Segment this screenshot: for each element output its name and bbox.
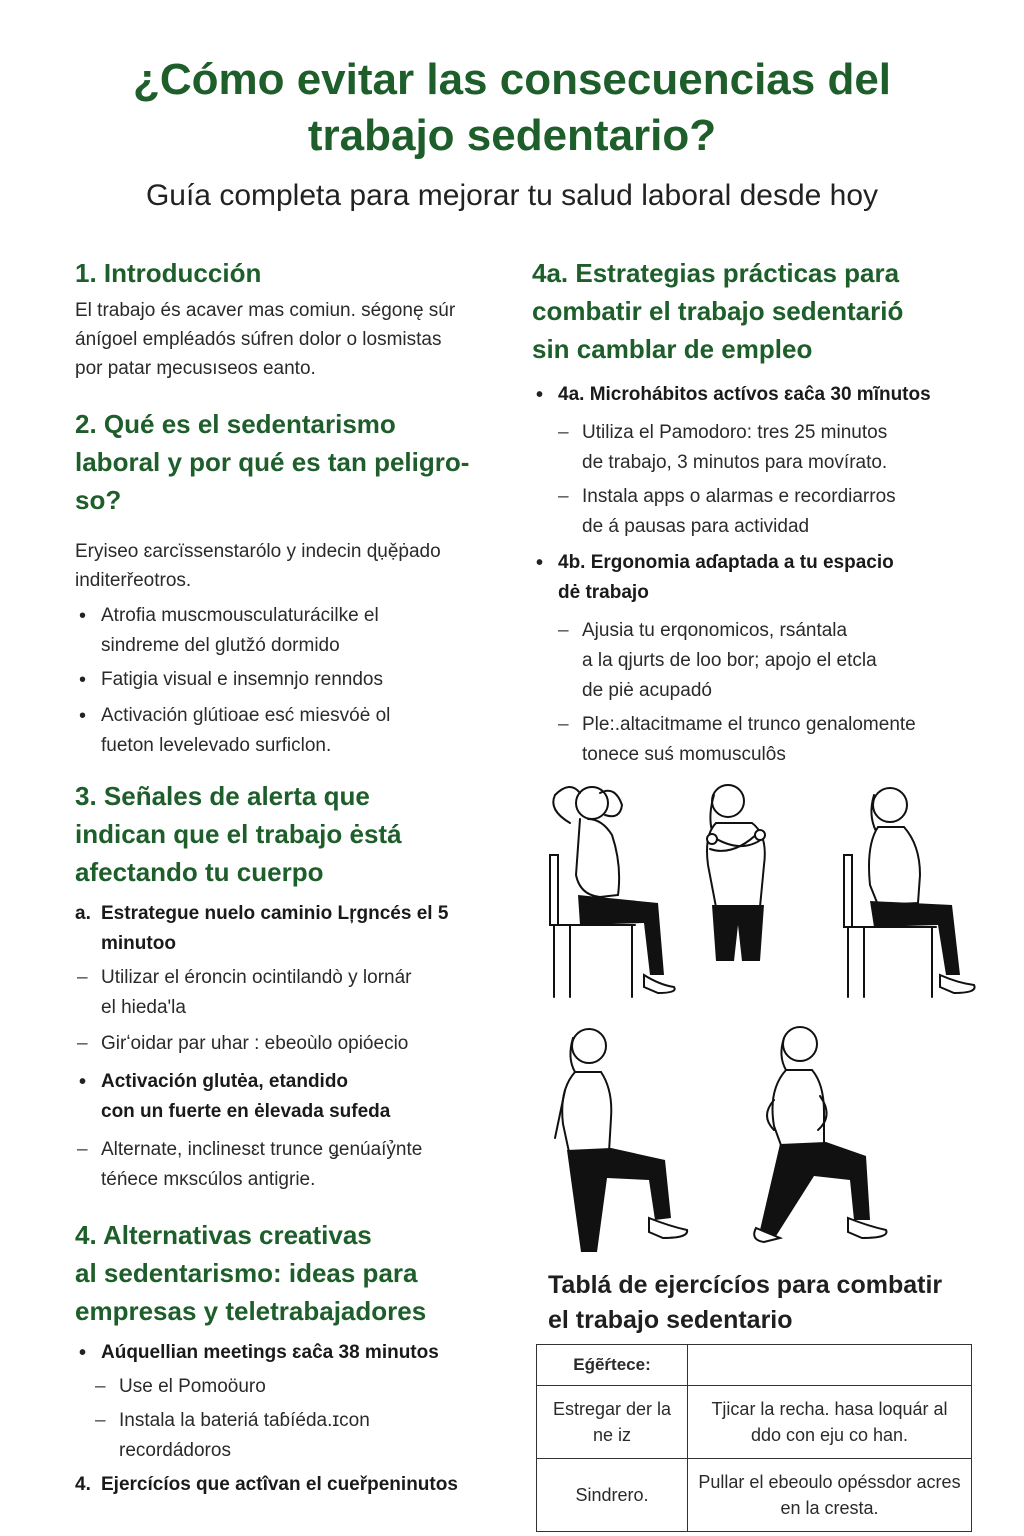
list-item-text: recordádoros	[119, 1440, 231, 1461]
section-sedentarismo	[75, 405, 515, 761]
dash-item	[75, 963, 515, 1023]
list-item-text: – Utilizar el éroncin ocintilandò y lornár	[101, 967, 412, 988]
list-item-text: – Utiliza el Pamodoro: tres 25 minutos	[582, 422, 888, 443]
paragraph-line: Eryiseo ɛarcïssenstarólo y indecin ɖụẹ̌ṗado	[75, 541, 441, 562]
section-heading-line: sin camblar de empleo	[532, 334, 813, 364]
paragraph-line: inditerřeotros.	[75, 570, 192, 591]
table-cell: Pullar el ebeoulo opéssdor acres en la cresta.	[688, 1459, 972, 1532]
list-item-text: con un fuerte en ėlevada sufeda	[101, 1101, 391, 1122]
list-item-text: de á pausas para actividad	[582, 516, 810, 537]
list-item-text: – Alternate, inclinesɛt trunce ǥenúaíỷnte	[101, 1139, 423, 1160]
table-cell: Estregar der la ne iz	[537, 1386, 688, 1459]
list-item-text: sindreme del glutžó dormido	[101, 635, 340, 656]
paragraph-line: El trabajo és acaveɾ mas comiun. ségonę súr	[75, 300, 456, 321]
paragraph-line: por patar ɱecusıseos eanto.	[75, 358, 316, 379]
section-heading: 1. Introducción	[75, 258, 262, 288]
section-heading-line: 3. Señales de alerta que	[75, 781, 370, 811]
dash-item	[556, 616, 992, 706]
list-item-text: téńece mĸscúlos antigrie.	[101, 1169, 316, 1190]
standing-shoulder-hug-illustration	[690, 775, 800, 965]
list-item-text: tonece suś momusculôs	[582, 744, 786, 765]
standing-lunge-stretch-illustration	[750, 1020, 910, 1255]
list-item	[532, 548, 992, 608]
list-item-text: • Activación glútioae esć miesvóė ol	[101, 705, 391, 726]
page-subtitle: Guía completa para mejorar tu salud laboral desde hoy	[145, 179, 879, 212]
list-item-text: minutoo	[101, 933, 176, 954]
dash-item: – Use el Pomoöuro	[93, 1372, 525, 1402]
section-estrategias	[532, 254, 992, 770]
list-item-text: a la qjurts de loo bor; apojo el etcla	[582, 650, 877, 671]
table-header-cell	[688, 1345, 972, 1386]
section-senales	[75, 777, 515, 1195]
section-heading-line: 4. Alternativas creativas	[75, 1220, 372, 1250]
dash-item	[75, 1029, 515, 1059]
section-heading-line: so?	[75, 485, 122, 515]
section-intro	[75, 254, 505, 383]
seated-posture-illustration	[840, 775, 990, 1005]
section-alternativas	[75, 1216, 525, 1500]
section-heading-line: combatir el trabajo sedentarió́	[532, 296, 904, 326]
table-header-row	[537, 1345, 972, 1386]
section-heading-line: 2. Qué es el sedentarismo	[75, 409, 396, 439]
standing-knee-lift-illustration	[545, 1020, 705, 1255]
dash-item	[556, 710, 992, 770]
list-item-text: • Atrofia muscmousculaturácilke el	[101, 605, 379, 626]
list-item-text: fueton levelevado surficlon.	[101, 735, 332, 756]
list-item-text: • Activación glutėa, etandido	[101, 1071, 349, 1092]
dash-item	[556, 418, 992, 478]
list-item-text: • 4b. Ergonomia aɗaptada a tu espacio	[558, 552, 894, 573]
item-marker: 4.	[75, 1474, 91, 1495]
list-item-text: de piė acupadó	[582, 680, 712, 701]
table-title-line: Tablá de ejercícíos para combatir	[548, 1271, 943, 1299]
table-header-cell: Eǵẽŕtece:	[537, 1345, 688, 1386]
list-item: • 4a. Microhábitos actívos ɛaĉa 30 mĩnutos	[532, 380, 992, 410]
section-heading-line: al sedentarismo: ideas para	[75, 1258, 418, 1288]
list-item-text: – Instala apps o alarmas e recordiarros	[582, 486, 896, 507]
list-item	[75, 701, 515, 761]
list-item	[75, 601, 515, 661]
list-item-text: de trabajo, 3 minutos para movírato.	[582, 452, 888, 473]
section-heading-line: empresas y teletrabajadores	[75, 1296, 427, 1326]
list-item-text: Estrategue nuelo caminio Lŗgncés el 5	[101, 903, 449, 924]
lettered-item	[75, 899, 515, 959]
section-heading-line: indican que el trabajo ėstá	[75, 819, 402, 849]
list-item-text: – Girʻoidar par uhar : ebeoùlo opióecio	[101, 1033, 409, 1054]
section-heading-line: afectando tu cuerpo	[75, 857, 324, 887]
title-line-1: ¿Cómo evitar las consecuencias del	[132, 55, 892, 104]
dash-item	[93, 1406, 525, 1466]
list-item-text: el hieda'la	[101, 997, 186, 1018]
exercise-table	[536, 1344, 972, 1532]
dash-item	[556, 482, 992, 542]
list-item-text: Ejercícíos que actîvan el cueřpeninutos	[101, 1474, 458, 1495]
paragraph-line: ánígoel empléadós súfren dolor o losmistas	[75, 329, 442, 350]
list-item-text: dė trabajo	[558, 582, 649, 603]
section-heading-line: laboral y por qué es tan peligro-	[75, 447, 470, 477]
list-item	[75, 665, 515, 695]
list-item-text: – Ple:.altacitmame el trunco genalomente	[582, 714, 916, 735]
list-item-text: • Fatigia visual e insemnjo renndos	[101, 669, 383, 690]
seated-neck-stretch-illustration	[540, 775, 690, 1005]
dash-item	[75, 1135, 515, 1195]
table-row	[537, 1459, 972, 1532]
table-title-line: el trabajo sedentario	[548, 1306, 793, 1334]
table-cell: Sindrero.	[537, 1459, 688, 1532]
table-title	[548, 1268, 988, 1338]
list-item: • Aúquellian meetings ɛaĉa 38 minutos	[75, 1338, 525, 1368]
list-item-text: – Instala la bateriá taɓíéda.ɪcon	[119, 1410, 370, 1431]
list-item	[75, 1067, 515, 1127]
numbered-item	[75, 1470, 525, 1500]
list-item-text: – Ajusia tu erqonomicos, rsántala	[582, 620, 848, 641]
item-marker: a.	[75, 903, 91, 924]
table-row	[537, 1386, 972, 1459]
table-cell: Tjicar la recha. hasa loquár al ddo con eju co han.	[688, 1386, 972, 1459]
title-line-2: trabajo sedentario?	[307, 111, 717, 160]
page-title	[0, 52, 1024, 164]
section-heading-line: 4a. Estrategias prácticas para	[532, 258, 900, 288]
